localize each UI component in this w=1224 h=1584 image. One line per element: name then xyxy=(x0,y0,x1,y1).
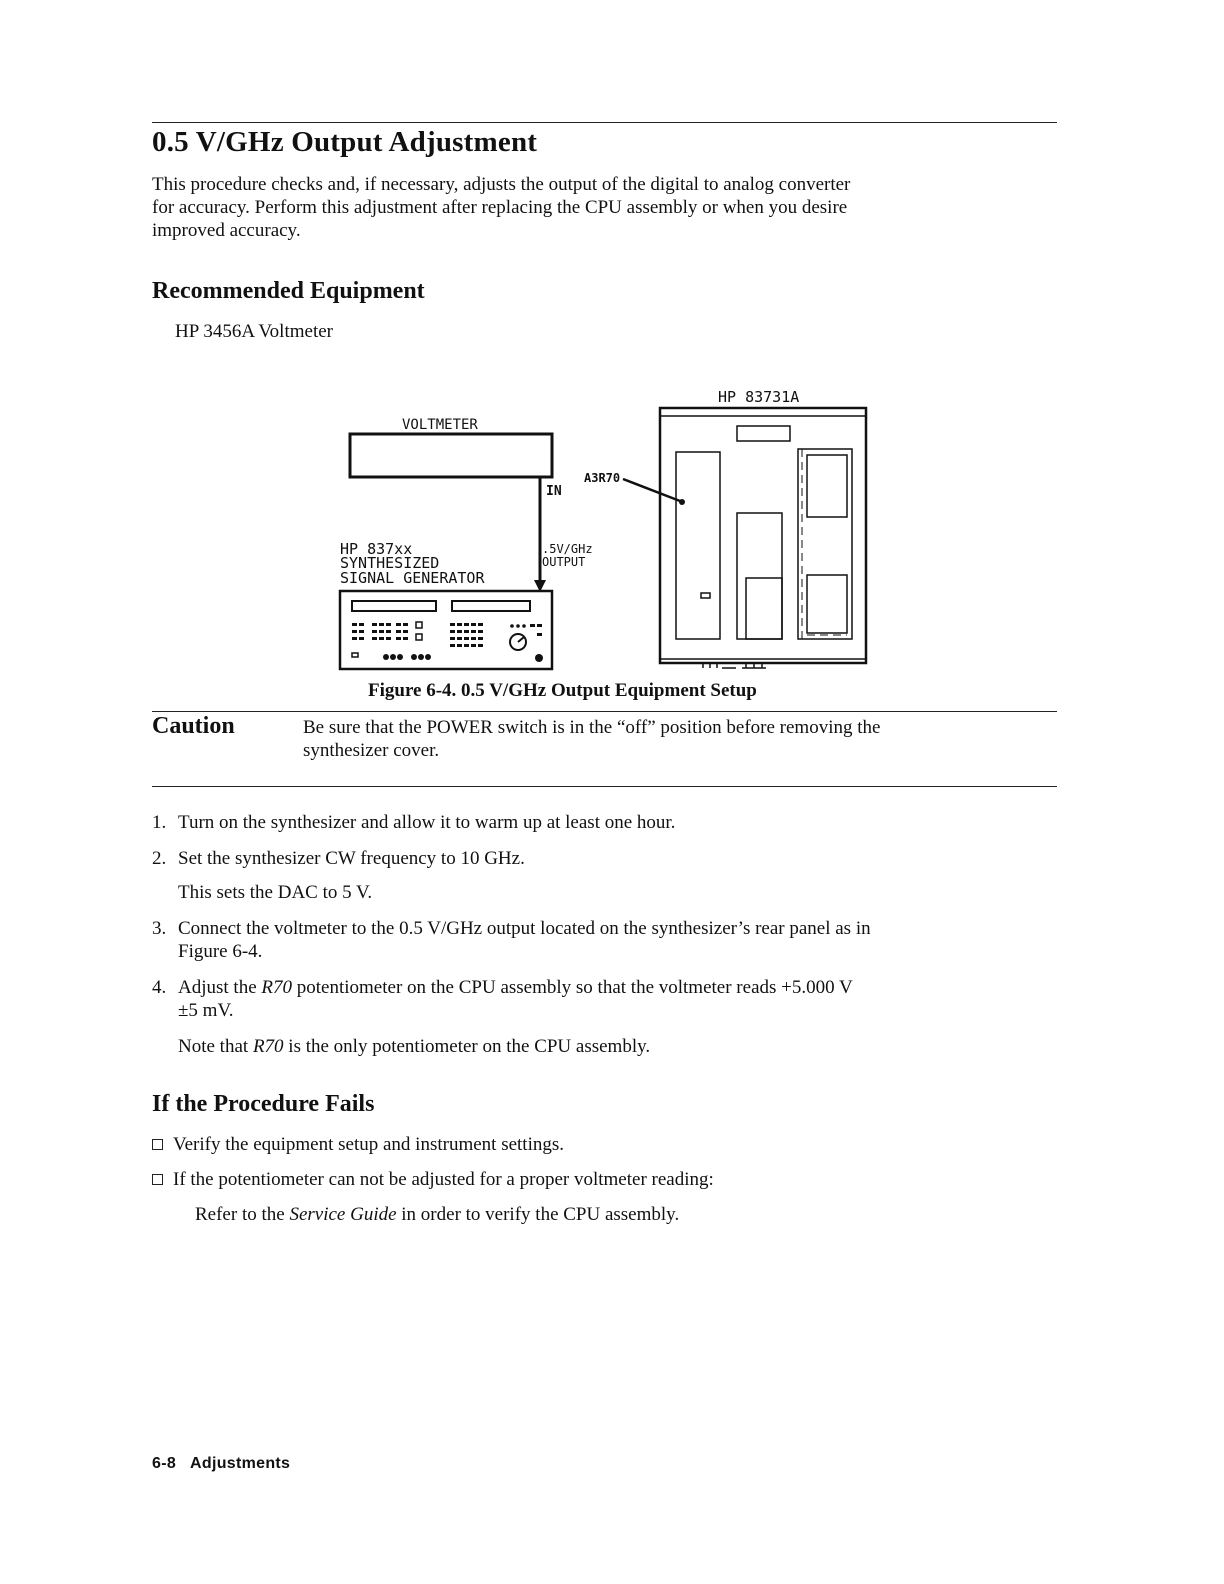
generator-label-line1: HP 837xx xyxy=(340,540,413,558)
step-2-note: This sets the DAC to 5 V. xyxy=(178,882,373,903)
output-label-line2: OUTPUT xyxy=(542,555,586,569)
procedure-fails-heading: If the Procedure Fails xyxy=(152,1091,375,1117)
step-text: Turn on the synthesizer and allow it to warm up at least one hour. xyxy=(178,812,676,833)
equipment-item: HP 3456A Voltmeter xyxy=(175,321,333,342)
checkbox-icon xyxy=(152,1174,163,1185)
intro-line: for accuracy. Perform this adjustment after replacing the CPU assembly or when you desire xyxy=(152,197,848,218)
step-line: Connect the voltmeter to the 0.5 V/GHz output located on the synthesizer’s rear panel as in xyxy=(178,918,871,939)
intro-line: This procedure checks and, if necessary, adjusts the output of the digital to analog converter xyxy=(152,174,851,195)
service-guide-reference: Service Guide xyxy=(289,1204,397,1225)
r70-reference: R70 xyxy=(261,977,292,998)
voltmeter-label: VOLTMETER xyxy=(402,417,478,433)
step-number: 4. xyxy=(152,977,167,998)
checkbox-icon xyxy=(152,1139,163,1150)
checklist-text: Verify the equipment setup and instrument settings. xyxy=(173,1134,565,1155)
r70-reference: R70 xyxy=(252,1036,284,1057)
caution-label: Caution xyxy=(152,713,235,739)
step-line: ±5 mV. xyxy=(178,1000,234,1021)
caution-text xyxy=(303,716,1063,762)
step-4-note: Note that R70 is the only potentiometer on the CPU assembly. xyxy=(178,1036,651,1057)
step-number: 1. xyxy=(152,812,167,833)
caution-line: synthesizer cover. xyxy=(303,740,440,761)
generator-label-line3: SIGNAL GENERATOR xyxy=(340,569,485,587)
in-label: IN xyxy=(546,484,562,499)
step-line: Figure 6-4. xyxy=(178,941,263,962)
generator-label-line2: SYNTHESIZED xyxy=(340,554,440,572)
hp83731a-label: HP 83731A xyxy=(718,388,800,406)
page-title: 0.5 V/GHz Output Adjustment xyxy=(152,126,538,158)
hp83731a-chassis xyxy=(660,408,866,668)
intro-line: improved accuracy. xyxy=(152,220,301,241)
a3r70-label: A3R70 xyxy=(584,471,621,485)
top-rule xyxy=(152,122,1057,123)
equipment-setup-diagram xyxy=(330,385,880,677)
caution-top-rule xyxy=(152,711,1057,712)
page-number: 6-8 xyxy=(152,1455,177,1472)
voltmeter-box xyxy=(350,434,552,477)
checklist-text: If the potentiometer can not be adjusted for a proper voltmeter reading: xyxy=(173,1169,714,1190)
recommended-equipment-heading: Recommended Equipment xyxy=(152,278,425,304)
step-text xyxy=(178,976,1058,1022)
step-line: Adjust the R70 potentiometer on the CPU assembly so that the voltmeter reads +5.000 V xyxy=(178,977,853,998)
refer-text: Refer to the Service Guide in order to verify the CPU assembly. xyxy=(195,1204,680,1225)
footer-section: Adjustments xyxy=(190,1455,291,1472)
page-footer xyxy=(152,1455,290,1473)
step-text: Set the synthesizer CW frequency to 10 GHz. xyxy=(178,848,525,869)
caution-line: Be sure that the POWER switch is in the “off” position before removing the xyxy=(303,717,881,738)
caution-bottom-rule xyxy=(152,786,1057,787)
figure-caption: Figure 6-4. 0.5 V/GHz Output Equipment Setup xyxy=(368,680,757,701)
step-number: 2. xyxy=(152,848,167,869)
a3r70-dot xyxy=(679,499,685,505)
output-label-line1: .5V/GHz xyxy=(542,542,593,556)
intro-paragraph xyxy=(152,173,1052,242)
a3r70-pointer xyxy=(623,479,680,501)
step-text xyxy=(178,917,1058,963)
signal-generator xyxy=(340,591,552,669)
step-number: 3. xyxy=(152,918,167,939)
